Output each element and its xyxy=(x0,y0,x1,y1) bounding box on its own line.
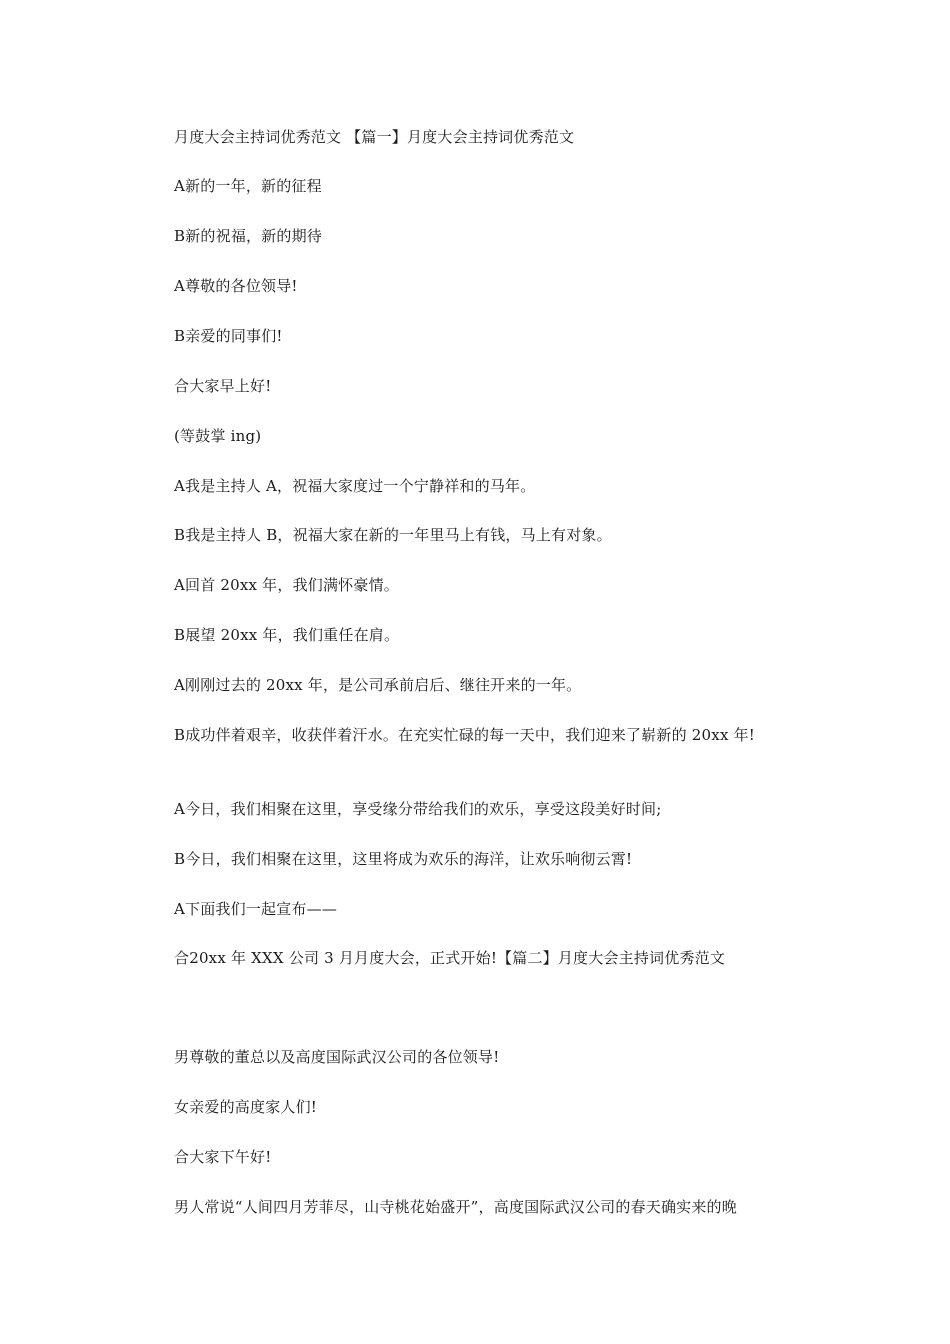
document-title-line: 月度大会主持词优秀范文 【篇一】月度大会主持词优秀范文 xyxy=(174,128,575,146)
text-line: (等鼓掌 ing) xyxy=(174,427,262,445)
text-line: B今日，我们相聚在这里，这里将成为欢乐的海洋，让欢乐响彻云霄! xyxy=(174,850,633,868)
text-line: A尊敬的各位领导! xyxy=(174,277,298,295)
text-line: A新的一年，新的征程 xyxy=(174,177,322,195)
text-line: B我是主持人 B，祝福大家在新的一年里马上有钱，马上有对象。 xyxy=(174,526,612,544)
text-line: A今日，我们相聚在这里，享受缘分带给我们的欢乐，享受这段美好时间; xyxy=(174,800,662,818)
text-line: B新的祝福，新的期待 xyxy=(174,227,323,245)
text-line: 男人常说“人间四月芳菲尽，山寺桃花始盛开”，高度国际武汉公司的春天确实来的晚 xyxy=(174,1198,737,1216)
text-line: B展望 20xx 年，我们重任在肩。 xyxy=(174,626,400,644)
text-line: 男尊敬的董总以及高度国际武汉公司的各位领导! xyxy=(174,1048,500,1066)
text-line: B亲爱的同事们! xyxy=(174,327,283,345)
text-line: A回首 20xx 年，我们满怀豪情。 xyxy=(174,576,399,594)
text-line: 合20xx 年 XXX 公司 3 月月度大会，正式开始!【篇二】月度大会主持词优秀范文 xyxy=(174,949,726,967)
text-line: A下面我们一起宣布—— xyxy=(174,900,338,918)
text-line: A我是主持人 A，祝福大家度过一个宁静祥和的马年。 xyxy=(174,477,536,495)
text-line: 合大家下午好! xyxy=(174,1148,272,1166)
text-line: A刚刚过去的 20xx 年，是公司承前启后、继往开来的一年。 xyxy=(174,676,582,694)
text-line: 女亲爱的高度家人们! xyxy=(174,1098,318,1116)
text-line: B成功伴着艰辛，收获伴着汗水。在充实忙碌的每一天中，我们迎来了崭新的 20xx 年! xyxy=(174,726,755,744)
text-line: 合大家早上好! xyxy=(174,377,272,395)
